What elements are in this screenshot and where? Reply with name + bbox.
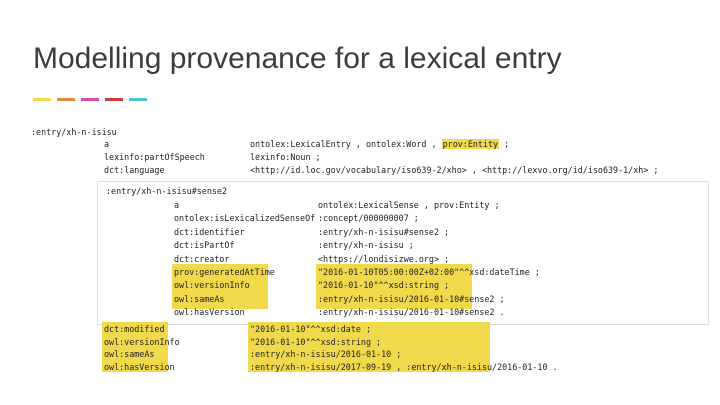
sense-object: :entry/xh-n-isisu/2016-01-10#sense2 ;	[318, 293, 505, 304]
sense-predicate: ontolex:isLexicalizedSenseOf	[174, 213, 316, 224]
meta-predicate: owl:sameAs	[104, 349, 155, 359]
sense-object: :entry/xh-n-isisu ;	[318, 240, 414, 251]
entry-object-highlight: prov:Entity	[442, 139, 499, 149]
accent-bar	[105, 98, 123, 101]
sense-object: :entry/xh-n-isisu/2016-01-10#sense2 .	[318, 307, 505, 318]
sense-predicate: a	[174, 200, 180, 210]
entry-object: <http://id.loc.gov/vocabulary/iso639-2/xho> , <http://lexvo.org/id/iso639-1/xh> ;	[250, 165, 659, 175]
sense-object: :entry/xh-n-isisu#sense2 ;	[318, 226, 450, 237]
entry-object	[250, 139, 509, 149]
sense-predicate: owl:hasVersion	[174, 307, 245, 318]
sense-predicate: owl:sameAs	[174, 293, 225, 304]
entry-predicate: a	[104, 139, 110, 149]
meta-object: :entry/xh-n-isisu/2017-09-19 , :entry/xh-n-isisu/2016-01-10 .	[250, 361, 558, 372]
accent-bar	[33, 98, 51, 101]
sense-predicate: prov:generatedAtTime	[174, 267, 275, 277]
accent-bar	[81, 98, 99, 101]
sense-predicate: dct:identifier	[174, 226, 245, 237]
sense-object: <https://londisizwe.org> ;	[318, 253, 450, 264]
entry-predicate: dct:language	[104, 165, 165, 175]
sense-object: "2016-01-10"^^xsd:string ;	[318, 280, 450, 291]
sense-predicate: dct:creator	[174, 253, 230, 264]
meta-object: :entry/xh-n-isisu/2016-01-10 ;	[250, 349, 402, 359]
sense-object: "2016-01-10T05:00:00Z+02:00"^^xsd:dateTime ;	[318, 267, 540, 277]
entry-predicate: lexinfo:partOfSpeech	[104, 152, 205, 162]
meta-predicate: dct:modified	[104, 324, 165, 334]
accent-bars	[33, 98, 153, 102]
entry-object-tail: ;	[499, 139, 510, 149]
meta-object: "2016-01-10"^^xsd:date ;	[250, 324, 372, 334]
sense-object: :concept/000000007 ;	[318, 213, 419, 224]
entry-subject: :entry/xh-n-isisu	[31, 127, 117, 137]
sense-subject: :entry/xh-n-isisu#sense2	[106, 186, 228, 196]
sense-predicate: dct:isPartOf	[174, 240, 235, 251]
sense-object: ontolex:LexicalSense , prov:Entity ;	[318, 200, 500, 210]
meta-object: "2016-01-10"^^xsd:string ;	[250, 336, 382, 347]
sense-predicate: owl:versionInfo	[174, 280, 250, 291]
sense-box	[97, 181, 709, 325]
meta-predicate: owl:hasVersion	[104, 361, 175, 372]
entry-object-text: ontolex:LexicalEntry , ontolex:Word ,	[250, 139, 442, 149]
accent-bar	[129, 98, 147, 101]
slide-title: Modelling provenance for a lexical entry	[33, 42, 562, 75]
accent-bar	[57, 98, 75, 101]
meta-predicate: owl:versionInfo	[104, 336, 180, 347]
entry-object: lexinfo:Noun ;	[250, 152, 321, 162]
